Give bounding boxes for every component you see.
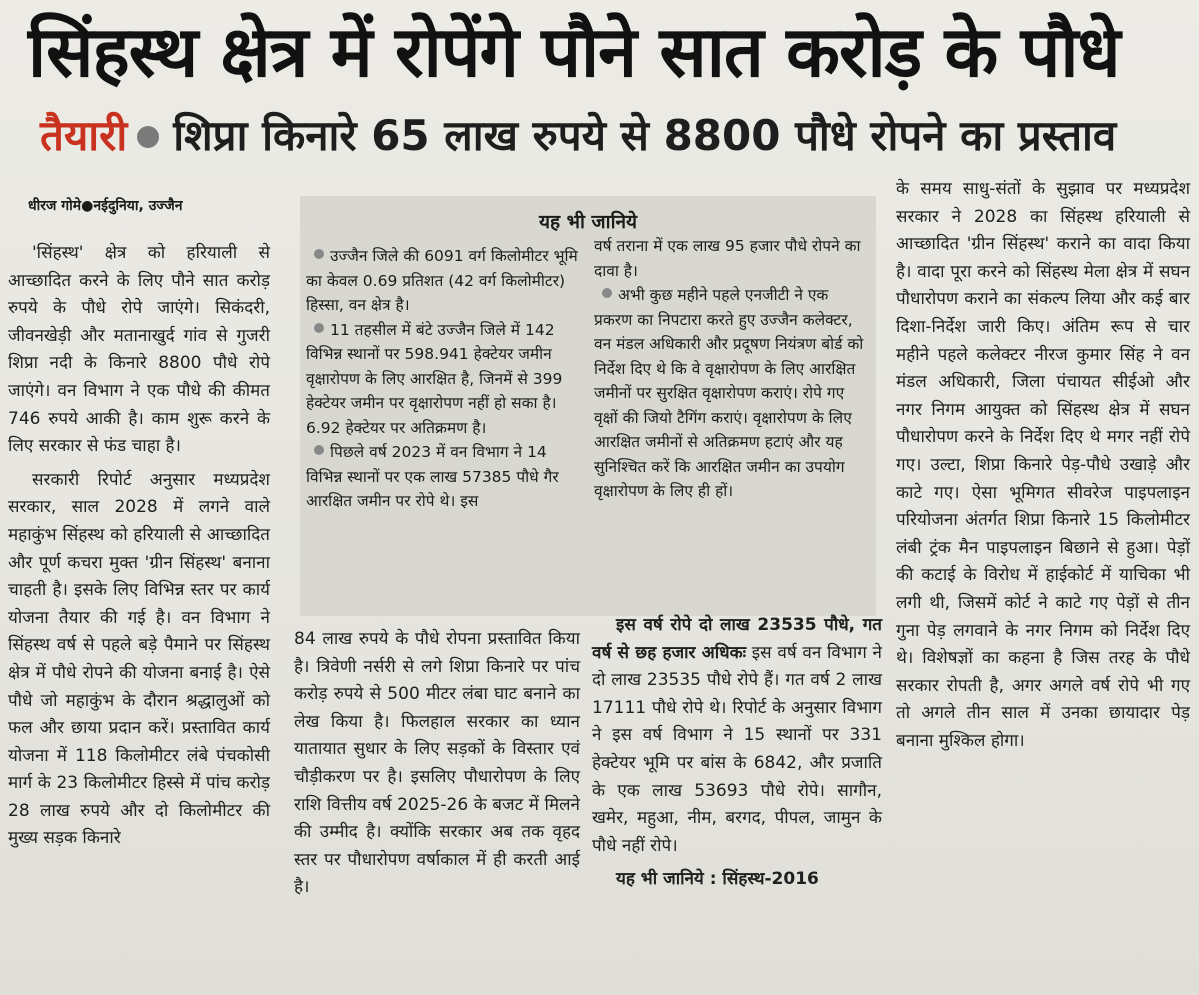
info-box-column-2 — [594, 234, 870, 504]
info-bullet-text: उज्जैन जिले की 6091 वर्ग किलोमीटर भूमि का केवल 0.69 प्रतिशत (42 वर्ग किलोमीटर) हिस्सा, वन क्षेत्र है। — [306, 247, 578, 314]
bullet-dot-icon — [137, 126, 159, 148]
subheadline-text: शिप्रा किनारे 65 लाख रुपये से 8800 पौधे रोपने का प्रस्ताव — [173, 111, 1117, 160]
bullet-icon — [314, 323, 324, 333]
info-bullet-text: पिछले वर्ष 2023 में वन विभाग ने 14 विभिन्न स्थानों पर एक लाख 57385 पौधे गैर आरक्षित जमीन पर रोपे थे। इस — [306, 443, 559, 510]
subsection-lead: इस वर्ष रोपे दो लाख 23535 पौधे, गत वर्ष से छह हजार अधिकः — [592, 615, 882, 663]
article-column-4 — [896, 176, 1190, 761]
info-bullet — [306, 244, 584, 318]
info-bullet-continued: वर्ष तराना में एक लाख 95 हजार पौधे रोपने का दावा है। — [594, 237, 861, 280]
continued-section-heading: यह भी जानिये : सिंहस्थ-2016 — [616, 869, 819, 890]
info-bullet-text: अभी कुछ महीने पहले एनजीटी ने एक प्रकरण का निपटारा करते हुए उज्जैन कलेक्टर, वन मंडल अधिकारी और प्रदूषण नियंत्रण बोर्ड को निर्देश दिए थे कि वे वृक्षारोपण के लिए आरक्षित जमीनों पर सुरक्षित वृक्षारोपण कराएं। रोपे गए वृक्षों की जियो टैगिंग कराएं। वृक्षारोपण के लिए आरक्षित जमीनों से अतिक्रमण हटाएं और यह सुनिश्चित करें कि आरक्षित जमीन का उपयोग वृक्षारोपण के लिए ही हों। — [594, 286, 864, 500]
paragraph — [592, 612, 882, 860]
article-column-2: 84 लाख रुपये के पौधे रोपना प्रस्तावित किया है। त्रिवेणी नर्सरी से लगे शिप्रा किनारे पर पांच करोड़ रुपये से 500 मीटर लंबा घाट बनाने का लेख किया है। फिलहाल सरकार का ध्यान यातायात सुधार के लिए सड़कों के विस्तार एवं चौड़ीकरण पर है। इसलिए पौधारोपण के लिए राशि वित्तीय वर्ष 2025-26 के बजट में मिलने की उम्मीद है। क्योंकि सरकार अब तक वृहद स्तर पर पौधारोपण वर्षाकाल में ही करती आई है। — [294, 629, 580, 898]
info-box-title: यह भी जानिये — [538, 211, 638, 233]
article-column-1 — [8, 240, 270, 859]
info-bullet-text: 11 तहसील में बंटे उज्जैन जिले में 142 विभिन्न स्थानों पर 598.941 हेक्टेयर जमीन वृक्षारोपण के लिए आरक्षित है, जिनमें से 399 हेक्टेयर जमीन पर वृक्षारोपण नहीं हो सका है। 6.92 हेक्टेयर पर अतिक्रमण है। — [306, 320, 563, 437]
article-column-3 — [592, 612, 882, 894]
kicker-label: तैयारी — [40, 111, 128, 160]
info-bullet — [594, 283, 870, 504]
headline: सिंहस्थ क्षेत्र में रोपेंगे पौने सात करोड़ के पौधे — [28, 11, 1120, 93]
bullet-icon — [602, 288, 612, 298]
bullet-icon — [314, 249, 324, 259]
info-bullet — [306, 440, 584, 514]
paragraph: के समय साधु-संतों के सुझाव पर मध्यप्रदेश सरकार ने 2028 का सिंहस्थ हरियाली से आच्छादित 'ग्रीन सिंहस्थ' कराने का वादा किया है। वादा पूरा करने को सिंहस्थ मेला क्षेत्र में सघन पौधारोपण कराने का संकल्प लिया और कई बार दिशा-निर्देश जारी किए। अंतिम रूप से चार महीने पहले कलेक्टर नीरज कुमार सिंह ने वन मंडल अधिकारी, जिला पंचायत सीईओ और नगर निगम आयुक्त को सिंहस्थ क्षेत्र में सघन पौधारोपण करने के निर्देश दिए थे मगर नहीं रोपे गए। उल्टा, शिप्रा किनारे पेड़-पौधे उखाड़े और काटे गए। ऐसा भूमिगत सीवरेज पाइपलाइन परियोजना अंतर्गत शिप्रा किनारे 15 किलोमीटर लंबी ट्रंक मैन पाइपलाइन बिछाने से हुआ। पेड़ों की कटाई के विरोध में हाईकोर्ट में याचिका भी लगी थी, जिसमें कोर्ट ने काटे गए पेड़ों से तीन गुना पेड़ लगवाने के नगर निगम को निर्देश दिए थे। विशेषज्ञों का कहना है जिस तरह के पौधे सरकार रोपती है, अगर अगले वर्ष रोपे भी गए तो अगले तीन साल में उनका छायादार पेड़ बनाना मुश्किल होगा। — [896, 179, 1190, 751]
info-box-column-1 — [306, 244, 584, 514]
paragraph: 'सिंहस्थ' क्षेत्र को हरियाली से आच्छादित करने के लिए पौने सात करोड़ रुपये के पौधे रोपे जाएंगे। सिकंदरी, जीवनखेड़ी और मतानाखुर्द गांव से गुजरी शिप्रा नदी के किनारे 8800 पौधे रोपे जाएंगे। वन विभाग ने एक पौधे की कीमत 746 रुपये आकी है। काम शुरू करने के लिए सरकार से फंड चाहा है। — [8, 243, 270, 457]
info-bullet — [306, 318, 584, 441]
paragraph: सरकारी रिपोर्ट अनुसार मध्यप्रदेश सरकार, साल 2028 में लगने वाले महाकुंभ सिंहस्थ को हरियाली से आच्छादित और पूर्ण कचरा मुक्त 'ग्रीन सिंहस्थ' बनाना चाहती है। इसके लिए विभिन्न स्तर पर कार्य योजना तैयार की गई है। वन विभाग ने सिंहस्थ वर्ष से पहले बड़े पैमाने पर सिंहस्थ क्षेत्र में पौधे रोपने की योजना बनाई है। ऐसे पौधे जो महाकुंभ के दौरान श्रद्धालुओं को फल और छाया प्रदान करें। प्रस्तावित कार्य योजना में 118 किलोमीटर लंबे पंचकोसी मार्ग के 23 किलोमीटर हिस्से में पांच करोड़ 28 लाख रुपये और दो किलोमीटर की मुख्य सड़क किनारे — [8, 469, 270, 849]
byline: धीरज गोमे●नईदुनिया, उज्जैन — [28, 198, 183, 214]
subsection-text: इस वर्ष वन विभाग ने दो लाख 23535 पौधे रोपे हैं। गत वर्ष 2 लाख 17111 पौधे रोपे थे। रिपोर्ट के अनुसार विभाग ने इस वर्ष विभाग ने 15 स्थानों पर 331 हेक्टेयर भूमि पर बांस के 6842, और प्रजाति के एक लाख 53693 पौधे रोपे। सागौन, खमेर, महुआ, नीम, बरगद, पीपल, जामुन के पौधे नहीं रोपे। — [592, 642, 882, 856]
bullet-icon — [314, 445, 324, 455]
subheadline — [40, 106, 1180, 166]
